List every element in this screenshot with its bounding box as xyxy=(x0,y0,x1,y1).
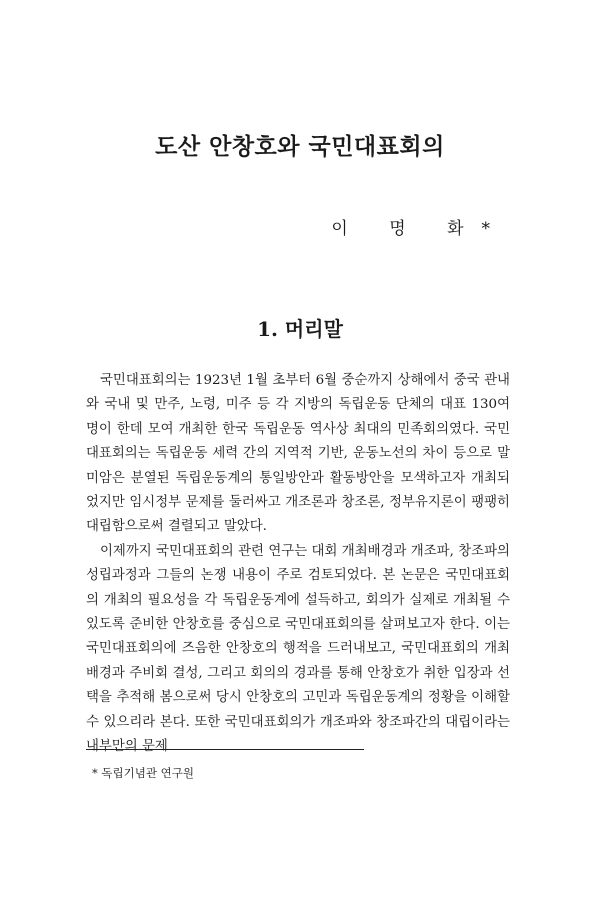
author-name: 이 명 화* xyxy=(331,219,508,239)
paragraph: 이제까지 국민대표회의 관련 연구는 대회 개최배경과 개조파, 창조파의 성립과정과 그들의 논쟁 내용이 주로 검토되었다. 본 논문은 국민대표회의 개최의 필요성을 각 독립운동계에 설득하고, 회의가 실제로 개최될 수 있도록 준비한 안창호를 중심으로 국민대표회의를 살펴보고자 한다. 이는 국민대표회의에 즈음한 안창호의 행적을 드러내보고, 국민대표회의 개최 배경과 주비회 결성, 그리고 회의의 경과를 통해 안창호가 취한 입장과 선택을 추적해 봄으로써 당시 안창호의 고민과 독립운동계의 정황을 이해할 수 있으리라 본다. 또한 국민대표회의가 개조파와 창조파간의 대립이라는 내부만의 문제 xyxy=(86,543,510,755)
footnote: * 독립기념관 연구원 xyxy=(92,766,194,780)
section-heading: 1. 머리말 xyxy=(257,317,343,341)
paragraph: 국민대표회의는 1923년 1월 초부터 6월 중순까지 상해에서 중국 관내와 국내 및 만주, 노령, 미주 등 각 지방의 독립운동 단체의 대표 130여 명이 한데 모여 개최한 한국 독립운동 역사상 최대의 민족회의였다. 국민대표회의는 독립운동 세력 간의 지역적 기반, 운동노선의 차이 등으로 말미암은 분열된 독립운동계의 통일방안과 활동방안을 모색하고자 개최되었지만 임시정부 문제를 둘러싸고 개조론과 창조론, 정부유지론이 팽팽히 대립함으로써 결렬되고 말았다. xyxy=(86,373,510,535)
body-text xyxy=(86,369,510,760)
paper-title: 도산 안창호와 국민대표회의 xyxy=(155,134,445,160)
footnote-divider xyxy=(86,749,364,750)
